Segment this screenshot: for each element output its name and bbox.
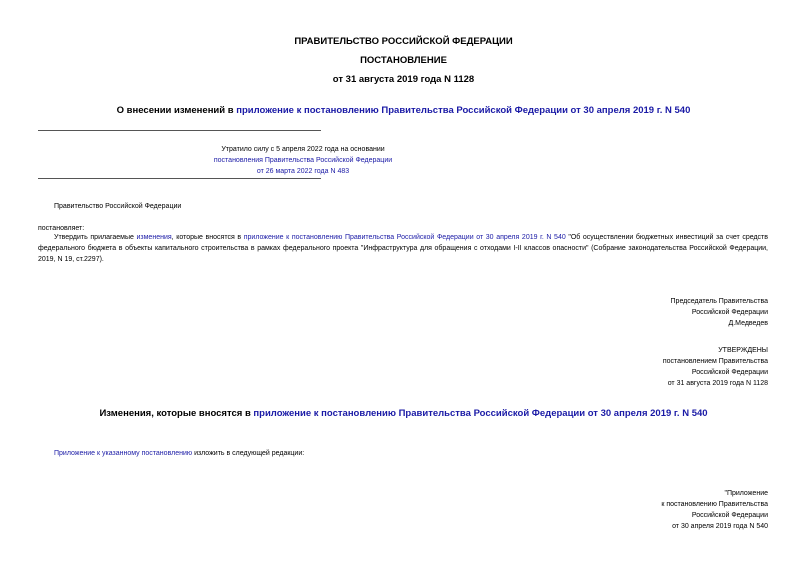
changes-instruction: [54, 448, 304, 459]
title-prefix: О внесении изменений в: [116, 105, 237, 116]
amended-act-link[interactable]: приложение к постановлению Правительства Российской Федерации от 30 апреля 2019 г. N 540: [243, 234, 566, 241]
changes-link[interactable]: изменения: [136, 234, 172, 241]
appendix-organization: Российской Федерации: [691, 512, 768, 519]
divider-top: [38, 130, 321, 131]
document-title: [0, 105, 807, 116]
repealing-act-link-line1[interactable]: постановления Правительства Российской Федерации: [213, 157, 393, 164]
changes-title-prefix: Изменения, которые вносятся в: [99, 408, 254, 419]
resolution-text-start: Утвердить прилагаемые: [54, 234, 137, 241]
appendix-date-number: от 30 апреля 2019 года N 540: [672, 523, 768, 530]
document-type-heading: ПОСТАНОВЛЕНИЕ: [360, 55, 447, 66]
document-date-number: от 31 августа 2019 года N 1128: [332, 74, 475, 85]
title-amended-act-link[interactable]: приложение к постановлению Правительства Российской Федерации от 30 апреля 2019 г. N 540: [236, 105, 691, 116]
approval-by: постановлением Правительства: [662, 358, 768, 365]
government-heading: ПРАВИТЕЛЬСТВО РОССИЙСКОЙ ФЕДЕРАЦИИ: [294, 36, 513, 47]
resolution-text-mid: , которые вносятся в: [171, 234, 244, 241]
status-note: [38, 144, 568, 177]
approval-heading: УТВЕРЖДЕНЫ: [718, 347, 768, 354]
approval-organization: Российской Федерации: [691, 369, 768, 376]
status-note-text: Утратило силу с 5 апреля 2022 года на основании: [221, 146, 385, 153]
changes-title: [0, 408, 807, 419]
appendix-block: [661, 488, 768, 532]
appendix-reference-link[interactable]: Приложение к указанному постановлению: [54, 450, 193, 457]
changes-instruction-text: изложить в следующей редакции:: [192, 450, 305, 457]
appendix-heading: "Приложение: [724, 490, 768, 497]
changes-title-act-link[interactable]: приложение к постановлению Правительства Российской Федерации от 30 апреля 2019 г. N 540: [253, 408, 708, 419]
appendix-to-resolution: к постановлению Правительства: [661, 501, 768, 508]
signature-position: Председатель Правительства: [670, 298, 768, 305]
repealing-act-link-line2[interactable]: от 26 марта 2022 года N 483: [256, 168, 350, 175]
decides-text: постановляет:: [38, 225, 85, 232]
signature-name: Д.Медведев: [728, 320, 768, 327]
divider-bottom: [38, 178, 321, 179]
resolution-text-end: "Об осуществлении бюджетных инвестиций за счет средств федерального бюджета в объекты капитального строительства в рамках федерального проекта "Инфраструктура для обращения с отходами I-II классов опасности" (Собрание законодательства Российской Федерации, 2019, N 19, ст.2297).: [38, 234, 768, 263]
signature-block: [671, 296, 768, 329]
resolution-paragraph: [38, 232, 768, 265]
approval-date-number: от 31 августа 2019 года N 1128: [667, 380, 768, 387]
issuer-text: Правительство Российской Федерации: [54, 203, 182, 210]
approval-block: [663, 345, 768, 389]
signature-organization: Российской Федерации: [691, 309, 768, 316]
